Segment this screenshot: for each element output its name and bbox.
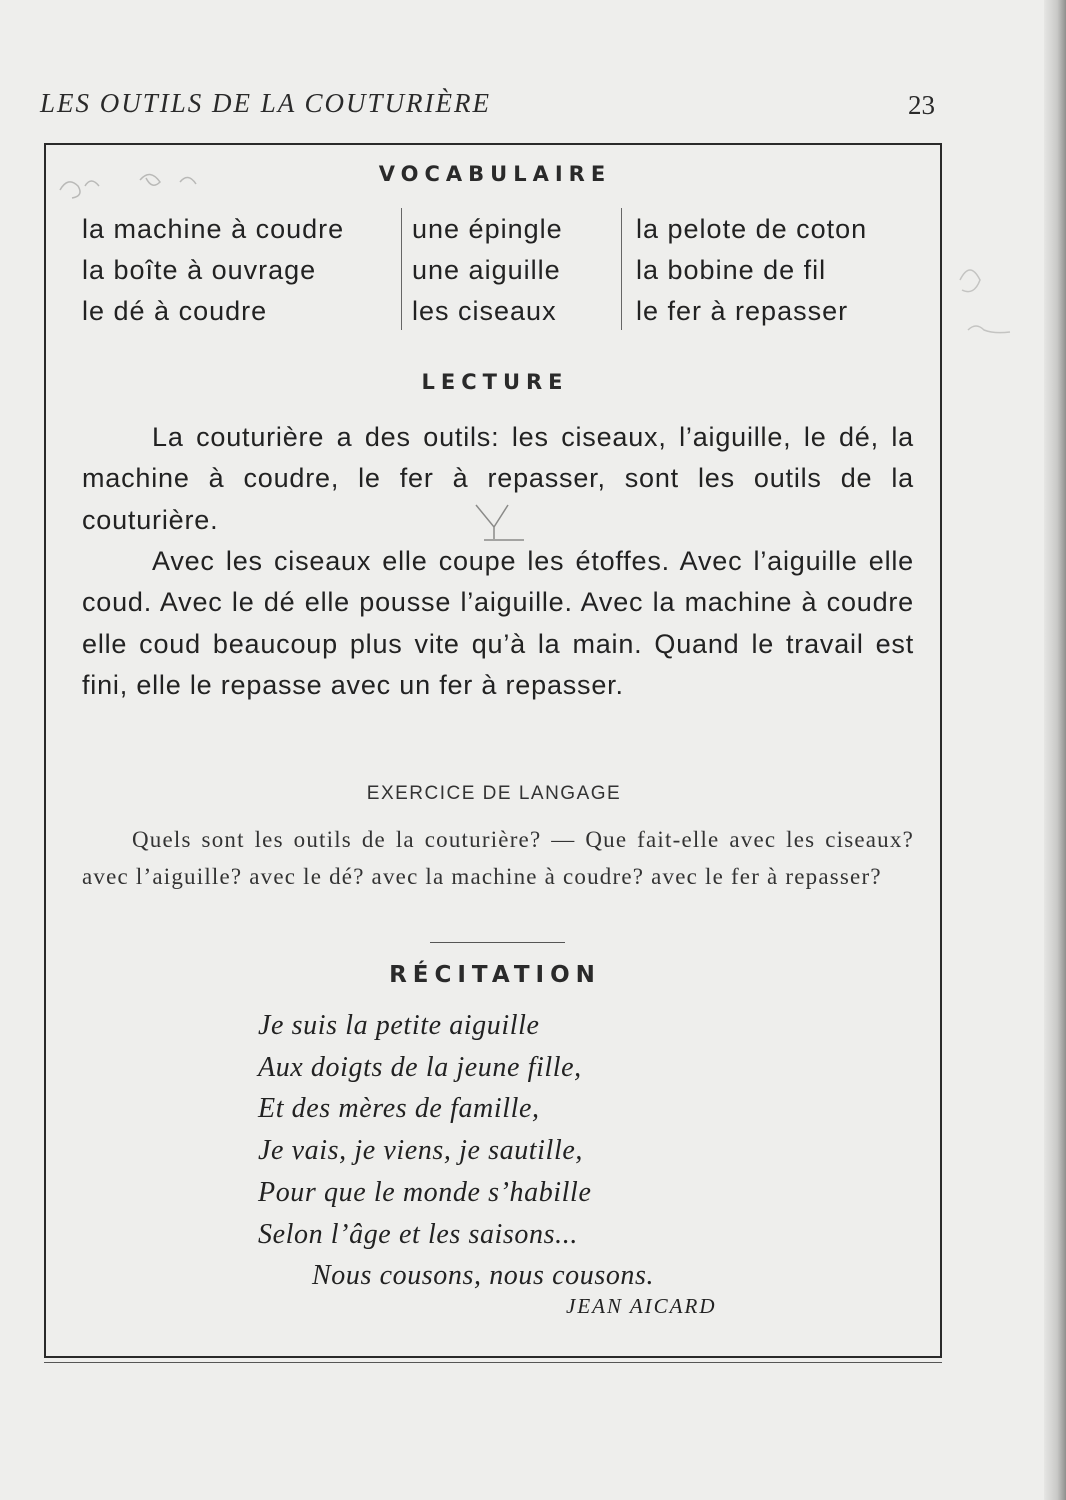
poem-refrain: Nous cousons, nous cousons. bbox=[312, 1260, 655, 1292]
vocab-item: une aiguille bbox=[412, 255, 561, 285]
lecture-paragraph-1: La couturière a des outils: les ciseaux, l’aiguille, le dé, la machine à coudre, le fer à repasser, sont les outils de la couturière. bbox=[82, 422, 914, 535]
recitation-heading: RÉCITATION bbox=[389, 962, 601, 988]
page-number: 23 bbox=[908, 90, 935, 120]
lecture-heading: LECTURE bbox=[421, 370, 569, 394]
poem-line: Je vais, je viens, je sautille, bbox=[258, 1135, 583, 1167]
vocabulaire-heading: VOCABULAIRE bbox=[378, 162, 612, 186]
poem-line: Selon l’âge et les saisons... bbox=[258, 1218, 578, 1250]
vocab-item: la machine à coudre bbox=[82, 214, 345, 244]
vocab-item: le fer à repasser bbox=[636, 296, 849, 326]
running-head: LES OUTILS DE LA COUTURIÈRE bbox=[40, 88, 492, 118]
vocab-item: le dé à coudre bbox=[82, 296, 268, 326]
poem-line: Aux doigts de la jeune fille, bbox=[258, 1051, 582, 1083]
poem-line: Je suis la petite aiguille bbox=[258, 1010, 540, 1041]
vocab-item: la bobine de fil bbox=[636, 255, 827, 285]
lecture-paragraph-2: Avec les ciseaux elle coupe les étoffes. Avec l’aiguille elle coud. Avec le dé elle pousse l’aiguille. Avec la machine à coudre elle coud beaucoup plus vite qu’à la main. Quand le travail est fini, elle le repasse avec un fer à repasser. bbox=[82, 546, 914, 700]
poem-line: Et des mères de famille, bbox=[258, 1093, 540, 1125]
vocab-item: la boîte à ouvrage bbox=[82, 255, 317, 285]
vocab-item: une épingle bbox=[412, 214, 563, 244]
vocab-item: la pelote de coton bbox=[636, 214, 868, 244]
poem-line: Pour que le monde s’habille bbox=[258, 1176, 592, 1208]
exercice-text: Quels sont les outils de la couturière? — Que fait-elle avec les ciseaux? avec l’aiguille? avec le dé? avec la machine à coudre? avec le fer à repasser? bbox=[82, 827, 914, 889]
poem-author: JEAN AICARD bbox=[566, 1294, 717, 1318]
vocab-item: les ciseaux bbox=[412, 296, 557, 326]
exercice-heading: EXERCICE DE LANGAGE bbox=[366, 783, 622, 804]
